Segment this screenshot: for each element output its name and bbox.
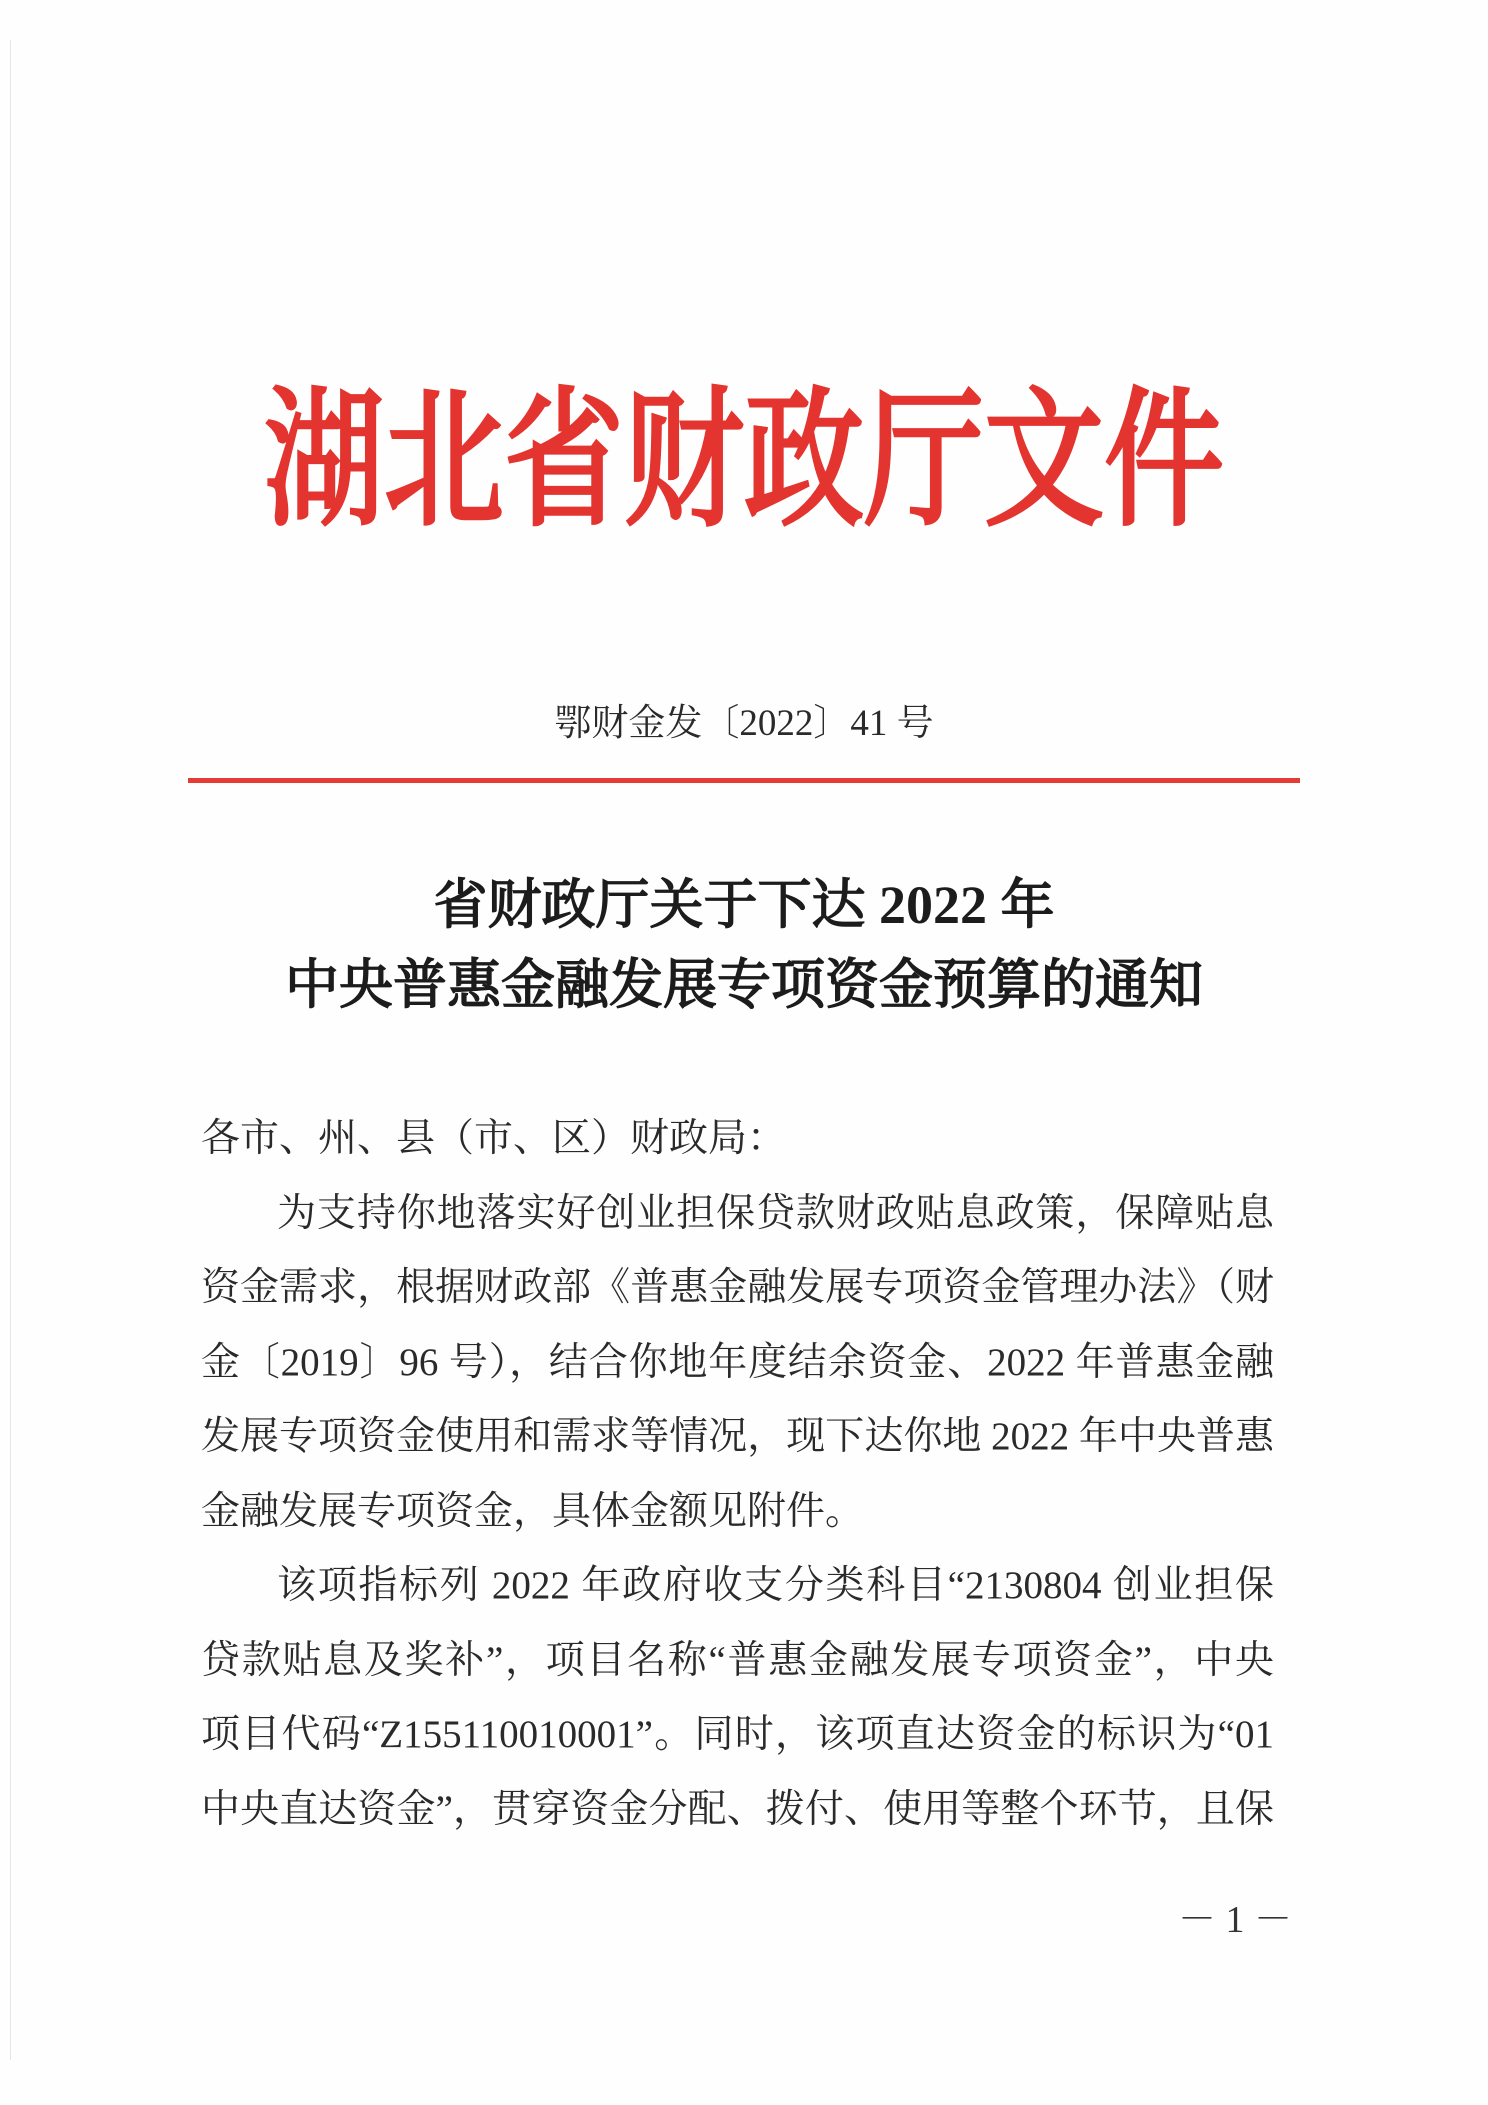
paragraph-1-line: 金〔2019〕96 号），结合你地年度结余资金、2022 年普惠金融 — [201, 1340, 1274, 1384]
paragraph-2-line: 该项指标列 2022 年政府收支分类科目“2130804 创业担保 — [277, 1564, 1274, 1607]
paragraph-1-line: 金融发展专项资金，具体金额见附件。 — [201, 1489, 865, 1533]
document-number: 鄂财金发〔2022〕41 号 — [554, 703, 934, 744]
scan-edge-line — [10, 40, 11, 2060]
document-header — [0, 372, 1488, 548]
paragraph-1-line: 资金需求，根据财政部《普惠金融发展专项资金管理办法》（财 — [201, 1266, 1274, 1309]
notice-title-line-2: 中央普惠金融发展专项资金预算的通知 — [285, 955, 1203, 1015]
paragraph-1-line: 发展专项资金使用和需求等情况，现下达你地 2022 年中央普惠 — [201, 1415, 1274, 1458]
notice-title-line-1: 省财政厅关于下达 2022 年 — [433, 875, 1055, 935]
red-separator-line — [188, 778, 1300, 783]
page-number: － 1 － — [1178, 1899, 1293, 1941]
paragraph-1-line: 为支持你地落实好创业担保贷款财政贴息政策，保障贴息 — [277, 1191, 1274, 1235]
paragraph-2-line: 项目代码“Z155110010001”。同时，该项直达资金的标识为“01 — [201, 1713, 1274, 1756]
notice-title — [0, 865, 1488, 1025]
paragraph-2-line: 中央直达资金”，贯穿资金分配、拨付、使用等整个环节，且保 — [201, 1787, 1274, 1831]
salutation: 各市、州、县（市、区）财政局： — [201, 1117, 787, 1160]
issuer-title: 湖北省财政厅文件 — [263, 372, 1224, 548]
notice-body — [201, 1102, 1274, 1847]
paragraph-2-line: 贷款贴息及奖补”，项目名称“普惠金融发展专项资金”，中央 — [201, 1638, 1274, 1682]
